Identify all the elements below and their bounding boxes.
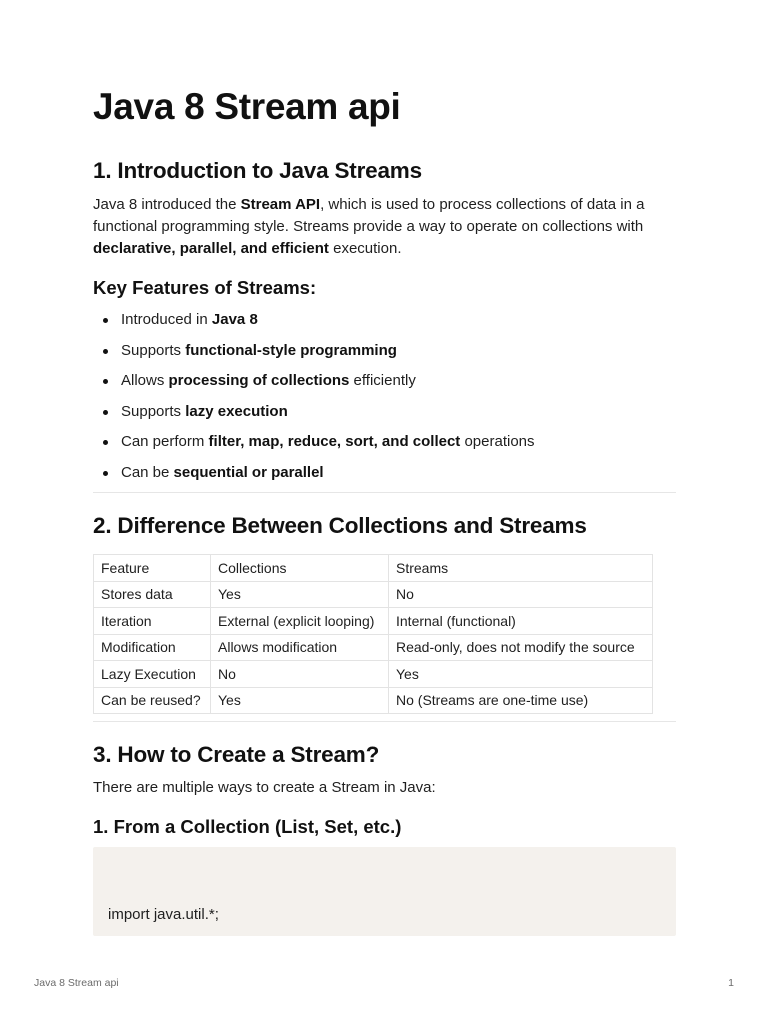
list-item: Allows processing of collections efficiently	[93, 370, 676, 401]
section-divider	[93, 721, 676, 722]
from-collection-heading: 1. From a Collection (List, Set, etc.)	[93, 816, 402, 837]
list-item: Introduced in Java 8	[93, 309, 676, 340]
table-cell: Yes	[211, 687, 389, 714]
document-title: Java 8 Stream api	[93, 86, 401, 127]
table-cell: No	[389, 581, 653, 608]
table-cell: Can be reused?	[94, 687, 211, 714]
table-row	[94, 661, 653, 688]
table-cell: Yes	[211, 581, 389, 608]
intro-paragraph: Java 8 introduced the Stream API, which is used to process collections of data in a functional programming style. Streams provide a way to operate on collections with declarative, parallel, and efficient execution.	[93, 196, 645, 257]
table-cell: Read-only, does not modify the source	[389, 634, 653, 661]
table-cell: Lazy Execution	[94, 661, 211, 688]
footer-page-number: 1	[728, 977, 734, 989]
bullet-icon	[103, 318, 108, 323]
table-cell: Modification	[94, 634, 211, 661]
list-item: Supports functional-style programming	[93, 340, 676, 371]
bullet-icon	[103, 379, 108, 384]
bullet-icon	[103, 440, 108, 445]
key-features-heading: Key Features of Streams:	[93, 277, 317, 298]
section-divider	[93, 492, 676, 493]
code-line: import java.util.*;	[108, 906, 219, 923]
table-header-cell: Feature	[94, 555, 211, 582]
bullet-icon	[103, 410, 108, 415]
table-header-cell: Streams	[389, 555, 653, 582]
bullet-icon	[103, 349, 108, 354]
table-row	[94, 634, 653, 661]
table-cell: Allows modification	[211, 634, 389, 661]
table-cell: Yes	[389, 661, 653, 688]
section-3-heading: 3. How to Create a Stream?	[93, 742, 380, 767]
table-header-cell: Collections	[211, 555, 389, 582]
comparison-table	[93, 554, 653, 714]
footer-document-title: Java 8 Stream api	[34, 977, 119, 989]
section-1-heading: 1. Introduction to Java Streams	[93, 158, 422, 183]
code-block	[93, 847, 676, 936]
table-cell: No	[211, 661, 389, 688]
table-row	[94, 581, 653, 608]
table-cell: Iteration	[94, 608, 211, 635]
table-cell: External (explicit looping)	[211, 608, 389, 635]
table-cell: Stores data	[94, 581, 211, 608]
list-item: Supports lazy execution	[93, 401, 676, 432]
table-row	[94, 687, 653, 714]
table-row	[94, 608, 653, 635]
table-header-row	[94, 555, 653, 582]
key-features-list	[93, 309, 676, 493]
section-3-intro: There are multiple ways to create a Stream in Java:	[93, 779, 436, 796]
list-item: Can perform filter, map, reduce, sort, and collect operations	[93, 431, 676, 462]
list-item: Can be sequential or parallel	[93, 462, 676, 493]
section-2-heading: 2. Difference Between Collections and Streams	[93, 513, 587, 538]
table-cell: Internal (functional)	[389, 608, 653, 635]
table-cell: No (Streams are one-time use)	[389, 687, 653, 714]
bullet-icon	[103, 471, 108, 476]
